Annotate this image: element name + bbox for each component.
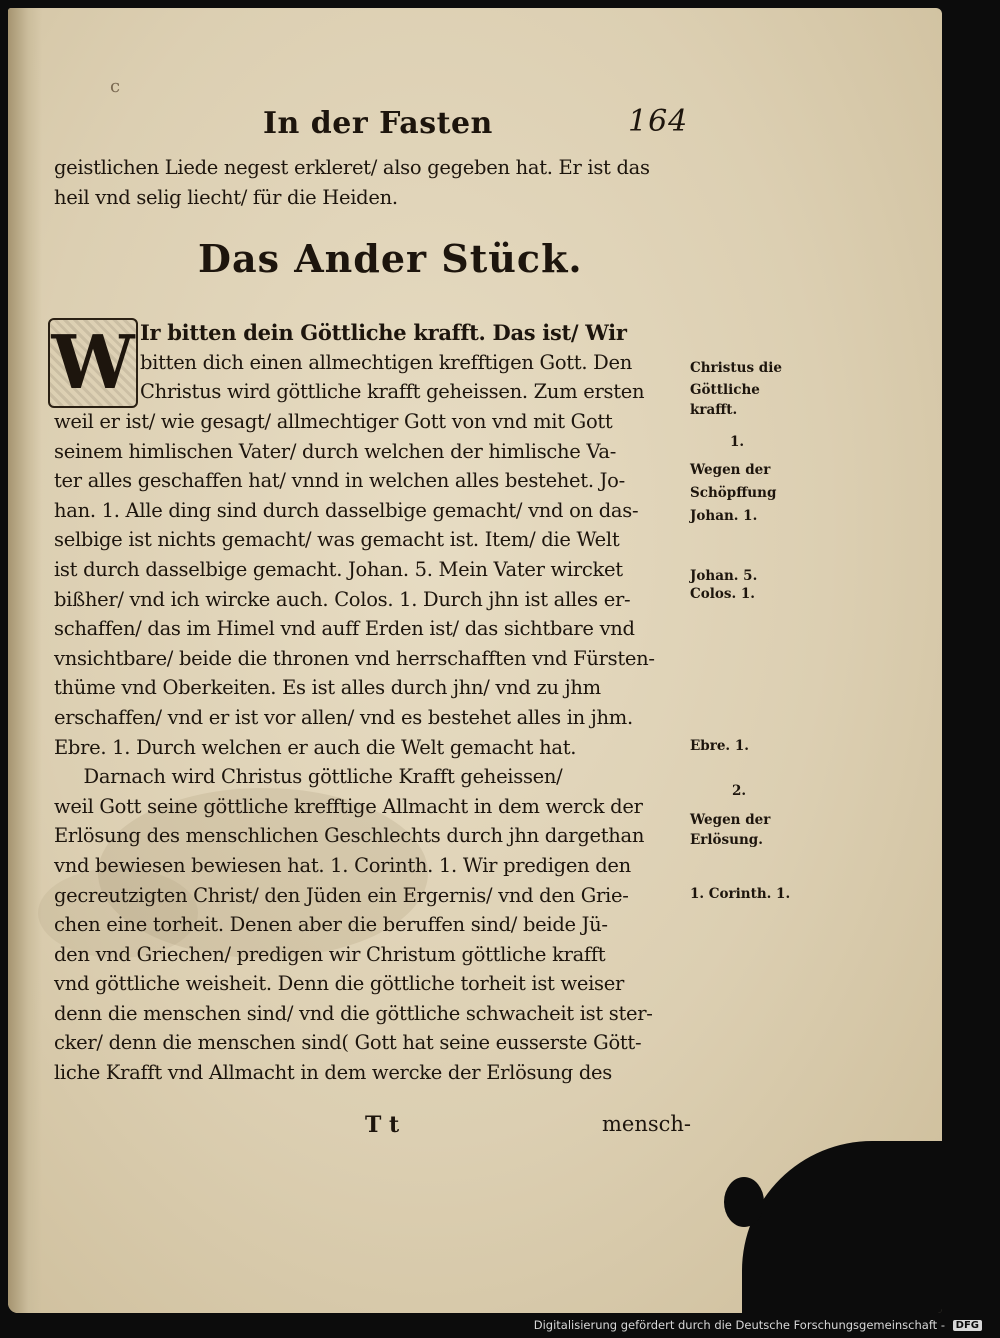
torn-corner — [742, 1141, 942, 1313]
opening-text — [140, 318, 700, 407]
margin-note: Göttliche — [690, 382, 760, 398]
margin-note: Erlösung. — [690, 832, 763, 848]
text-line: geistlichen Liede negest erkleret/ also gegeben hat. Er ist das — [54, 156, 650, 179]
text-line: selbige ist nichts gemacht/ was gemacht ist. Item/ die Welt — [54, 528, 620, 552]
page-mark: c — [110, 76, 121, 97]
body-text — [54, 407, 700, 1088]
text-line: vnd bewiesen bewiesen hat. 1. Corinth. 1. Wir predigen den — [54, 853, 631, 877]
margin-note: Wegen der — [690, 812, 771, 828]
book-page — [8, 8, 942, 1313]
text-line: ist durch dasselbige gemacht. Johan. 5. Mein Vater wircket — [54, 557, 623, 581]
text-line: gecreutzigten Christ/ den Jüden ein Ergernis/ vnd den Grie- — [54, 883, 629, 907]
text-line: schaffen/ das im Himel vnd auff Erden ist/ das sichtbare vnd — [54, 617, 635, 641]
text-line: Ebre. 1. Durch welchen er auch die Welt gemacht hat. — [54, 735, 577, 759]
margin-note: Johan. 1. — [690, 508, 758, 524]
text-line: Erlösung des menschlichen Geschlechts durch jhn dargethan — [54, 824, 645, 848]
text-line: Christus wird göttliche krafft geheissen. Zum ersten — [140, 380, 645, 404]
text-line: vnd göttliche weisheit. Denn die göttliche torheit ist weiser — [54, 972, 625, 996]
signature-mark: T t — [365, 1112, 400, 1138]
text-line: weil Gott seine göttliche krefftige Allmacht in dem werck der — [54, 794, 643, 818]
text-line: han. 1. Alle ding sind durch dasselbige gemacht/ vnd on das- — [54, 498, 639, 522]
text-line: bißher/ vnd ich wircke auch. Colos. 1. Durch jhn ist alles er- — [54, 587, 631, 611]
digitization-credit — [534, 1318, 982, 1332]
intro-text — [54, 153, 694, 212]
credit-text: Digitalisierung gefördert durch die Deutsche Forschungsgemeinschaft - — [533, 1318, 945, 1332]
dfg-logo: DFG — [953, 1320, 982, 1331]
margin-note: Christus die — [690, 360, 782, 376]
margin-note: Ebre. 1. — [690, 738, 749, 754]
drop-initial: W — [48, 318, 138, 408]
text-line: ter alles geschaffen hat/ vnnd in welchen alles bestehet. Jo- — [54, 469, 625, 493]
margin-note: 1. Corinth. 1. — [690, 886, 791, 902]
text-line: den vnd Griechen/ predigen wir Christum göttliche krafft — [54, 942, 606, 966]
catchword: mensch- — [602, 1112, 692, 1136]
section-heading: Das Ander Stück. — [198, 236, 583, 281]
text-line: thüme vnd Oberkeiten. Es ist alles durch jhn/ vnd zu jhm — [54, 676, 601, 700]
margin-note: Colos. 1. — [690, 586, 755, 602]
margin-note: 2. — [732, 783, 747, 799]
margin-note: krafft. — [690, 402, 738, 418]
margin-note: Schöpffung — [690, 485, 777, 501]
text-line: cker/ denn die menschen sind( Gott hat seine eusserste Gött- — [54, 1031, 642, 1055]
text-line: Ir bitten dein Göttliche krafft. Das ist/ Wir — [140, 320, 627, 345]
running-head: In der Fasten — [263, 106, 493, 141]
text-line: chen eine torheit. Denen aber die beruffen sind/ beide Jü- — [54, 913, 608, 937]
text-line: seinem himlischen Vater/ durch welchen der himlische Va- — [54, 439, 617, 463]
text-line: liche Krafft vnd Allmacht in dem wercke der Erlösung des — [54, 1061, 612, 1085]
text-line: heil vnd selig liecht/ für die Heiden. — [54, 185, 398, 209]
text-line: weil er ist/ wie gesagt/ allmechtiger Gott von vnd mit Gott — [54, 410, 613, 433]
text-line: bitten dich einen allmechtigen krefftigen Gott. Den — [140, 350, 632, 374]
text-line: Darnach wird Christus göttliche Krafft geheissen/ — [54, 765, 563, 789]
text-line: denn die menschen sind/ vnd die göttliche schwacheit ist ster- — [54, 1001, 653, 1025]
margin-note: Johan. 5. — [690, 568, 758, 584]
text-line: erschaffen/ vnd er ist vor allen/ vnd es bestehet alles in jhm. — [54, 705, 633, 729]
margin-note: 1. — [730, 434, 745, 450]
text-line: vnsichtbare/ beide die thronen vnd herrschafften vnd Fürsten- — [54, 646, 655, 670]
page-number: 164 — [628, 104, 689, 139]
page-gutter-shadow — [8, 8, 42, 1313]
margin-note: Wegen der — [690, 462, 771, 478]
